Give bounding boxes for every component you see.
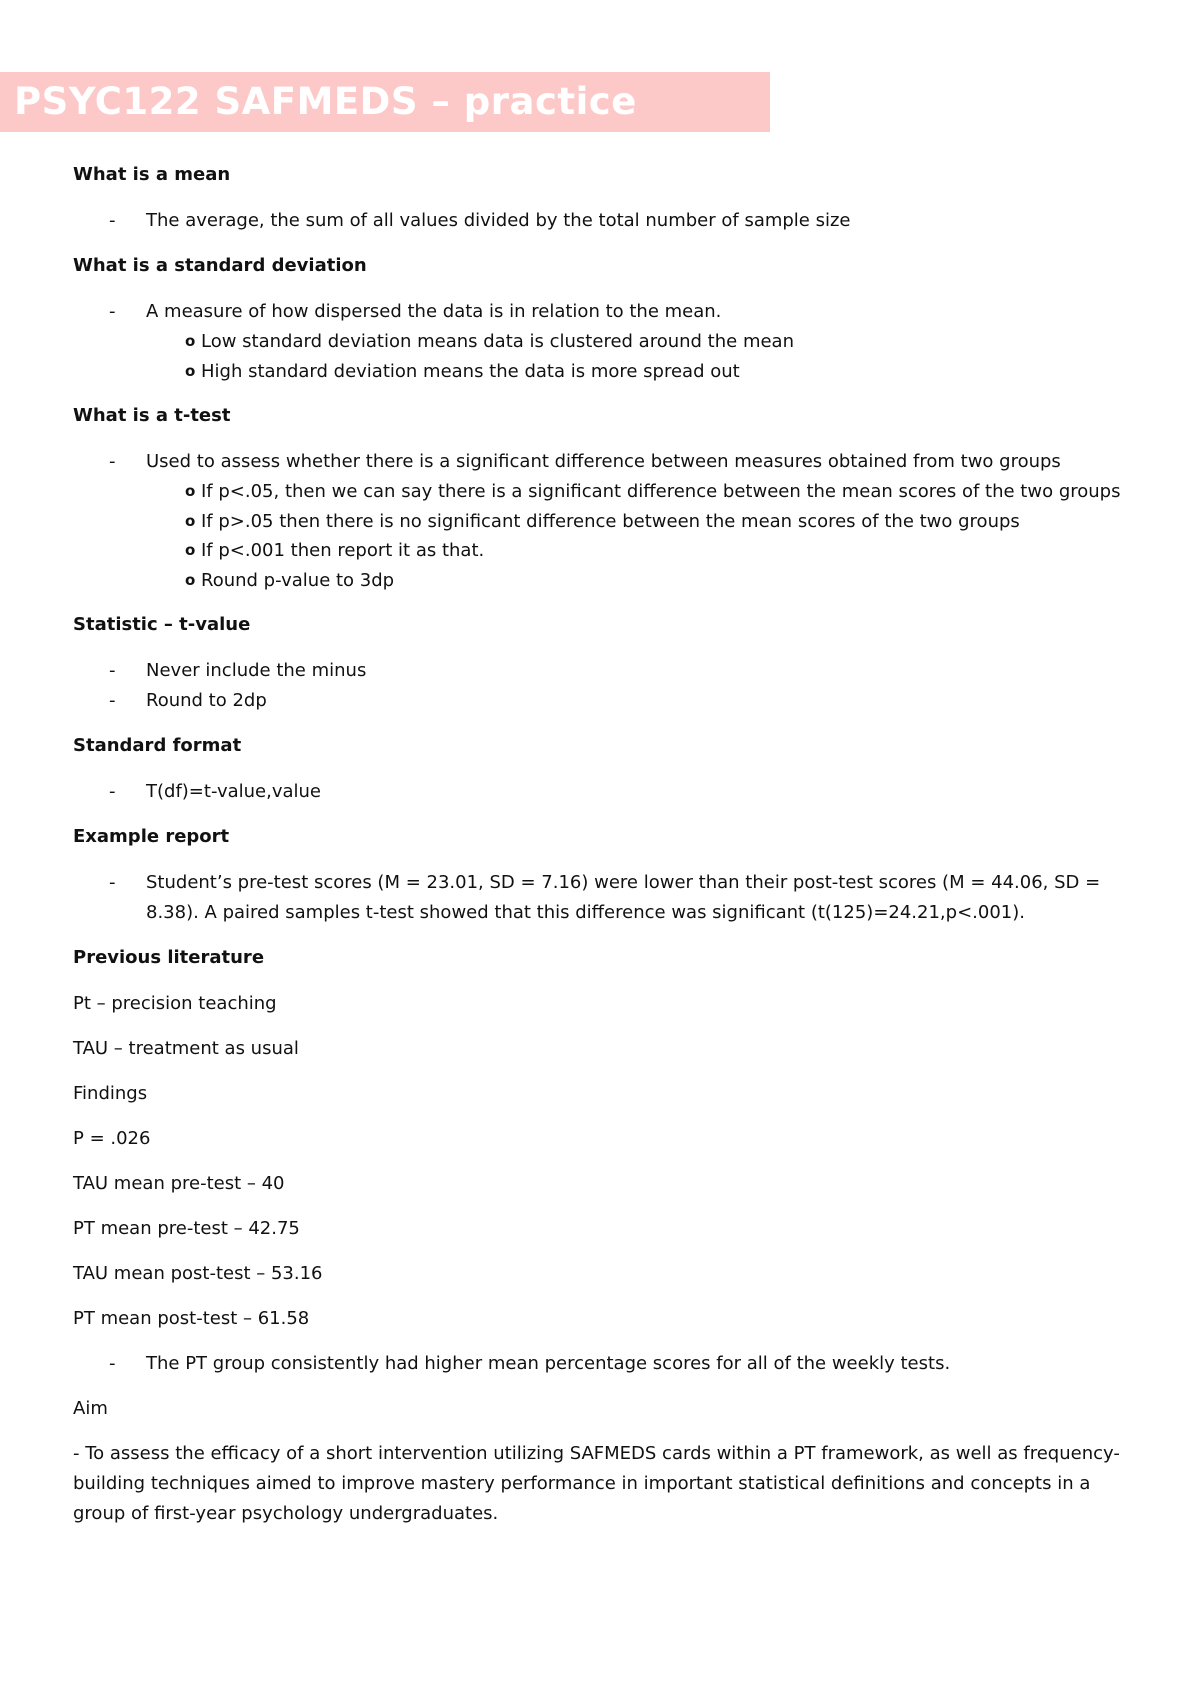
sub-bullet-ttest: o If p<.05, then we can say there is a significant difference between the mean scores of the two groups (185, 481, 1121, 502)
literature-line: TAU – treatment as usual (73, 1038, 299, 1059)
bullet-literature: - The PT group consistently had higher mean percentage scores for all of the weekly tests. (109, 1353, 951, 1374)
heading-sd: What is a standard deviation (73, 255, 367, 276)
literature-line: Findings (73, 1083, 148, 1104)
heading-ttest: What is a t-test (73, 405, 231, 426)
sub-bullet-sd-low: o Low standard deviation means data is clustered around the mean (185, 331, 794, 352)
heading-statistic: Statistic – t-value (73, 614, 251, 635)
bullet-sd: - A measure of how dispersed the data is in relation to the mean. (109, 301, 722, 322)
title-banner (0, 72, 770, 132)
sub-bullet-ttest: o If p>.05 then there is no significant difference between the mean scores of the two groups (185, 510, 1020, 532)
bullet-statistic: - Round to 2dp (109, 690, 267, 711)
sub-bullet-sd-high: o High standard deviation means the data is more spread out (185, 360, 740, 382)
heading-example: Example report (73, 826, 230, 847)
heading-format: Standard format (73, 735, 242, 756)
aim-text: - To assess the efficacy of a short intervention utilizing SAFMEDS cards within a PT framework, as well as frequency-building techniques aimed to improve mastery performance in important statistical definitions and concepts in a group of first-year psychology undergraduates. (73, 1443, 1120, 1524)
bullet-ttest: - Used to assess whether there is a significant difference between measures obtained from two groups (109, 451, 1061, 472)
literature-line: P = .026 (73, 1128, 151, 1149)
page-title: PSYC122 SAFMEDS – practice (14, 80, 637, 123)
literature-line: PT mean pre-test – 42.75 (73, 1218, 300, 1239)
bullet-example: - Student’s pre-test scores (M = 23.01, SD = 7.16) were lower than their post-test scores (M = 44.06, SD = 8.38). A paired samples t-test showed that this difference was significant (t(125)=24.21,p<.001). (109, 872, 1101, 923)
literature-line: PT mean post-test – 61.58 (73, 1308, 310, 1329)
literature-line: TAU mean post-test – 53.16 (73, 1263, 323, 1284)
heading-aim: Aim (73, 1398, 108, 1419)
sub-bullet-ttest: o If p<.001 then report it as that. (185, 540, 485, 561)
literature-line: TAU mean pre-test – 40 (73, 1173, 285, 1194)
document-body (73, 160, 1133, 1529)
heading-literature: Previous literature (73, 947, 265, 968)
sub-bullet-ttest: o Round p-value to 3dp (185, 569, 395, 591)
bullet-statistic: - Never include the minus (109, 660, 367, 681)
heading-mean: What is a mean (73, 164, 231, 185)
bullet-format: - T(df)=t-value,value (109, 781, 322, 802)
bullet-mean: - The average, the sum of all values divided by the total number of sample size (109, 210, 851, 231)
literature-line: Pt – precision teaching (73, 993, 277, 1014)
